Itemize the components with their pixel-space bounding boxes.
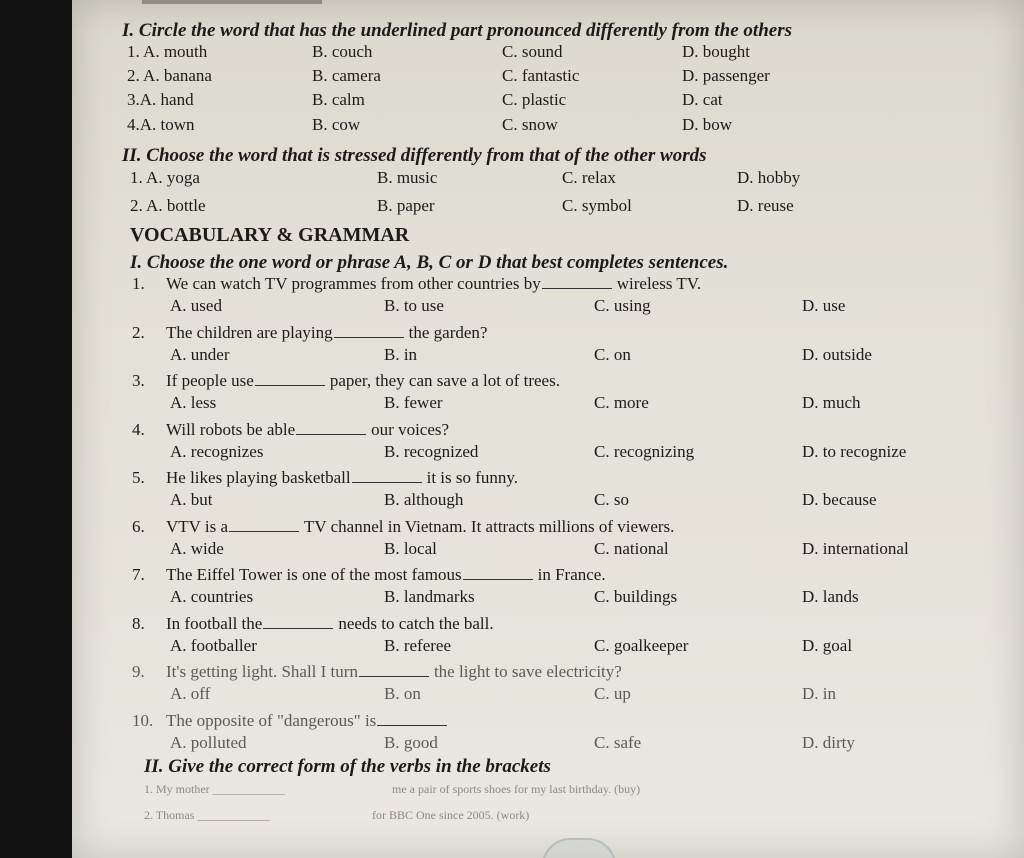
question-text	[132, 662, 622, 682]
stress-option[interactable]: D. hobby	[737, 168, 801, 187]
answer-option[interactable]: C. using	[594, 296, 651, 315]
verb-item-1-rest: me a pair of sports shoes for my last birthday. (buy)	[392, 782, 641, 796]
answer-option[interactable]: D. much	[802, 393, 861, 412]
section-2-heading: II. Choose the word that is stressed differently from that of the other words	[122, 145, 707, 166]
page-corner-graphic	[542, 838, 616, 858]
answer-option[interactable]: C. up	[594, 684, 631, 703]
answer-option[interactable]: D. because	[802, 490, 877, 509]
question-text	[132, 420, 449, 440]
answer-option[interactable]: A. used	[170, 296, 222, 315]
question-stem: Will robots be able	[166, 419, 296, 439]
answer-blank[interactable]	[229, 530, 299, 532]
answer-option[interactable]: C. buildings	[594, 587, 678, 606]
phonetics-1-option[interactable]: B. couch	[312, 42, 373, 61]
question-continuation: paper, they can save a lot of trees.	[329, 371, 560, 390]
answer-blank[interactable]	[296, 433, 366, 435]
answer-option[interactable]: B. to use	[384, 296, 444, 315]
answer-blank[interactable]	[463, 578, 533, 580]
answer-option[interactable]: B. landmarks	[384, 587, 475, 606]
verb-item-1-prefix: 1. My mother ____________	[144, 782, 285, 796]
answer-option[interactable]: D. international	[802, 538, 909, 558]
phonetics-1-option[interactable]: D. bow	[682, 115, 733, 134]
phonetics-1-option[interactable]: 4.A. town	[127, 115, 195, 134]
question-number: 10.	[132, 710, 154, 730]
question-continuation: needs to catch the ball.	[338, 613, 494, 633]
question-number: 7.	[132, 565, 145, 584]
question-number: 8.	[132, 613, 145, 633]
vocab-grammar-title: VOCABULARY & GRAMMAR	[130, 224, 410, 246]
answer-blank[interactable]	[255, 384, 325, 386]
answer-option[interactable]: A. footballer	[170, 635, 257, 655]
answer-option[interactable]: B. although	[384, 490, 464, 509]
answer-option[interactable]: A. polluted	[170, 732, 247, 752]
question-continuation: the garden?	[408, 322, 488, 342]
phonetics-1-option[interactable]: B. calm	[312, 90, 365, 109]
worksheet-page	[72, 0, 1024, 858]
answer-option[interactable]: C. so	[594, 490, 629, 509]
answer-option[interactable]: D. goal	[802, 635, 853, 655]
phonetics-1-option[interactable]: D. bought	[682, 42, 750, 61]
answer-option[interactable]: A. countries	[170, 587, 254, 606]
question-stem: VTV is a	[166, 516, 229, 536]
stress-option[interactable]: 2. A. bottle	[130, 196, 206, 215]
question-stem: He likes playing basketball	[166, 468, 351, 487]
question-number: 5.	[132, 468, 145, 487]
question-text	[132, 274, 701, 294]
phonetics-1-option[interactable]: C. sound	[502, 42, 563, 61]
verb-item-2-rest: for BBC One since 2005. (work)	[372, 808, 530, 822]
answer-option[interactable]: B. fewer	[384, 393, 443, 412]
answer-option[interactable]: B. good	[384, 732, 438, 752]
question-number: 2.	[132, 322, 145, 342]
stress-option[interactable]: C. symbol	[562, 196, 632, 215]
question-number: 3.	[132, 371, 145, 390]
question-number: 9.	[132, 662, 145, 681]
phonetics-1-option[interactable]: 2. A. banana	[127, 66, 212, 85]
answer-blank[interactable]	[352, 481, 422, 483]
answer-option[interactable]: C. safe	[594, 732, 642, 752]
question-text	[132, 565, 606, 585]
question-text	[132, 614, 494, 634]
answer-option[interactable]: C. recognizing	[594, 441, 695, 461]
answer-option[interactable]: B. in	[384, 344, 418, 364]
phonetics-1-option[interactable]: D. cat	[682, 90, 723, 109]
question-text	[132, 468, 518, 488]
phonetics-1-option[interactable]: 3.A. hand	[127, 90, 194, 109]
answer-option[interactable]: A. recognizes	[170, 441, 264, 461]
question-text	[132, 711, 452, 731]
stress-option[interactable]: B. music	[377, 168, 438, 187]
verb-forms-heading: II. Give the correct form of the verbs in the brackets	[144, 756, 551, 777]
answer-option[interactable]: D. dirty	[802, 732, 855, 752]
phonetics-1-option[interactable]: 1. A. mouth	[127, 42, 208, 61]
question-text	[132, 371, 560, 391]
cropped-heading-remnant	[142, 0, 322, 4]
answer-option[interactable]: D. in	[802, 684, 836, 703]
question-stem: We can watch TV programmes from other countries by	[166, 274, 541, 293]
question-stem: The children are playing	[166, 322, 333, 342]
question-continuation: it is so funny.	[426, 468, 519, 487]
answer-option[interactable]: B. recognized	[384, 441, 479, 461]
question-stem: If people use	[166, 371, 254, 390]
phonetics-1-option[interactable]: C. fantastic	[502, 66, 580, 85]
answer-blank[interactable]	[334, 336, 404, 338]
answer-option[interactable]: A. off	[170, 684, 211, 703]
phonetics-1-option[interactable]: B. cow	[312, 115, 361, 134]
answer-option[interactable]: D. outside	[802, 344, 872, 364]
question-continuation: wireless TV.	[616, 274, 702, 293]
question-stem: The Eiffel Tower is one of the most famous	[166, 565, 462, 584]
question-continuation: in France.	[537, 565, 606, 584]
question-continuation: TV channel in Vietnam. It attracts millions of viewers.	[304, 516, 675, 536]
stress-option[interactable]: C. relax	[562, 168, 616, 187]
answer-option[interactable]: B. on	[384, 684, 421, 703]
question-stem: It's getting light. Shall I turn	[166, 662, 358, 681]
answer-option[interactable]: A. wide	[170, 538, 224, 558]
question-stem: In football the	[166, 613, 263, 633]
answer-option[interactable]: A. less	[170, 393, 217, 412]
answer-blank[interactable]	[263, 627, 333, 629]
stress-option[interactable]: 1. A. yoga	[130, 168, 200, 187]
stress-option[interactable]: B. paper	[377, 196, 435, 215]
phonetics-1-option[interactable]: B. camera	[312, 66, 381, 85]
answer-option[interactable]: B. referee	[384, 635, 452, 655]
question-continuation: our voices?	[371, 419, 450, 439]
question-number: 4.	[132, 419, 145, 439]
phonetics-1-option[interactable]: C. plastic	[502, 90, 567, 109]
answer-option[interactable]: A. but	[170, 490, 213, 509]
answer-option[interactable]: C. national	[594, 538, 669, 558]
vocab-instruction: I. Choose the one word or phrase A, B, C or D that best completes sentences.	[130, 252, 729, 273]
answer-blank[interactable]	[377, 724, 447, 726]
section-1-heading: I. Circle the word that has the underlined part pronounced differently from the others	[122, 20, 793, 41]
question-number: 1.	[132, 274, 145, 293]
question-number: 6.	[132, 516, 145, 536]
question-text	[132, 323, 487, 343]
answer-option[interactable]: C. goalkeeper	[594, 635, 689, 655]
question-stem: The opposite of "dangerous" is	[166, 710, 377, 730]
phonetics-1-option[interactable]: D. passenger	[682, 66, 770, 85]
answer-option[interactable]: C. more	[594, 393, 649, 412]
answer-option[interactable]: B. local	[384, 538, 437, 558]
stress-option[interactable]: D. reuse	[737, 196, 794, 215]
question-continuation: the light to save electricity?	[433, 662, 622, 681]
answer-blank[interactable]	[542, 287, 612, 289]
answer-option[interactable]: D. to recognize	[802, 441, 907, 461]
answer-blank[interactable]	[359, 675, 429, 677]
answer-option[interactable]: D. use	[802, 296, 846, 315]
answer-option[interactable]: A. under	[170, 344, 230, 364]
phonetics-1-option[interactable]: C. snow	[502, 115, 558, 134]
answer-option[interactable]: C. on	[594, 344, 631, 364]
question-text	[132, 517, 674, 537]
answer-option[interactable]: D. lands	[802, 587, 859, 606]
verb-item-2-prefix: 2. Thomas ____________	[144, 808, 270, 822]
